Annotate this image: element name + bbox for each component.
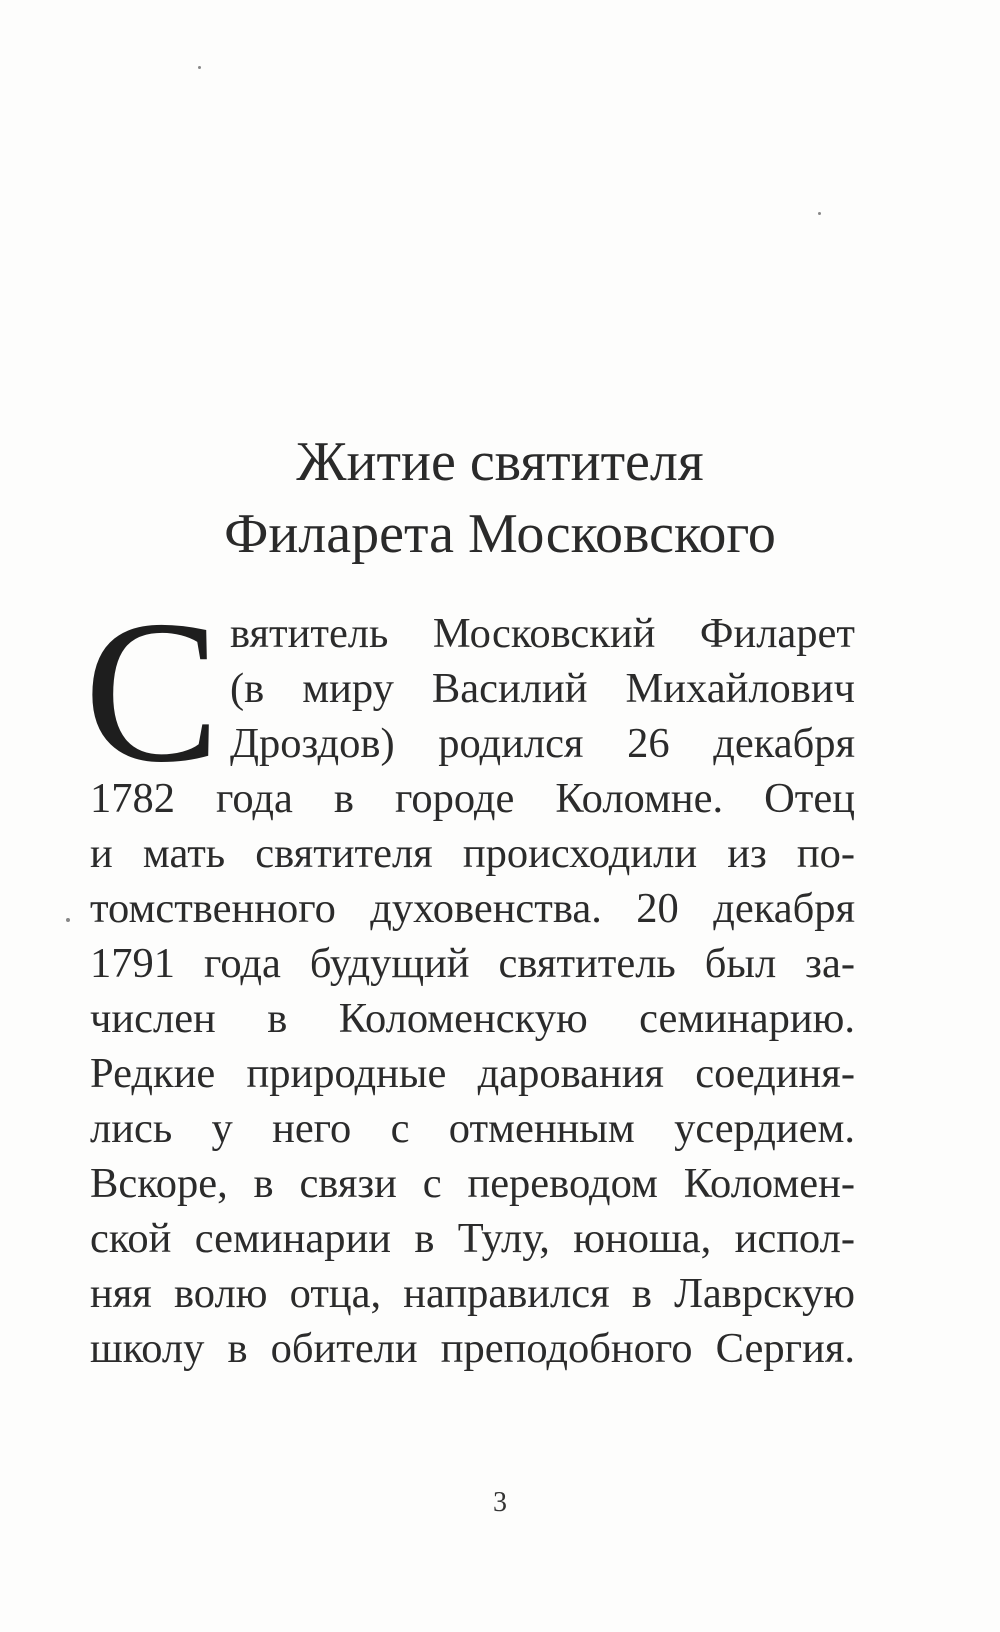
- body-line: няя волю отца, направился в Лаврскую: [90, 1270, 855, 1317]
- body-line: Дроздов) родился 26 декабря: [230, 720, 855, 767]
- body-line: Вскоре, в связи с переводом Коломен-: [90, 1160, 855, 1207]
- body-line: 1791 года будущий святитель был за-: [90, 940, 855, 987]
- body-line: вятитель Московский Филарет: [230, 610, 855, 657]
- body-line: числен в Коломенскую семинарию.: [90, 995, 855, 1042]
- scan-speck: [198, 66, 201, 69]
- body-line: томственного духовенства. 20 декабря: [90, 885, 855, 932]
- drop-cap: С: [84, 579, 221, 805]
- body-line: и мать святителя происходили из по-: [90, 830, 855, 877]
- body-line: 1782 года в городе Коломне. Отец: [90, 775, 855, 822]
- scan-speck: [66, 918, 70, 922]
- chapter-title-line-2: Филарета Московского: [224, 503, 776, 565]
- body-line: ской семинарии в Тулу, юноша, испол-: [90, 1215, 855, 1262]
- page-number: 3: [493, 1487, 507, 1518]
- body-line: (в миру Василий Михайлович: [230, 665, 855, 712]
- chapter-title-line-1: Житие святителя: [296, 431, 704, 493]
- scan-speck: [818, 212, 821, 215]
- body-line: Редкие природные дарования соединя-: [90, 1050, 855, 1097]
- body-line: лись у него с отменным усердием.: [90, 1105, 855, 1152]
- body-line: школу в обители преподобного Сергия.: [90, 1325, 855, 1372]
